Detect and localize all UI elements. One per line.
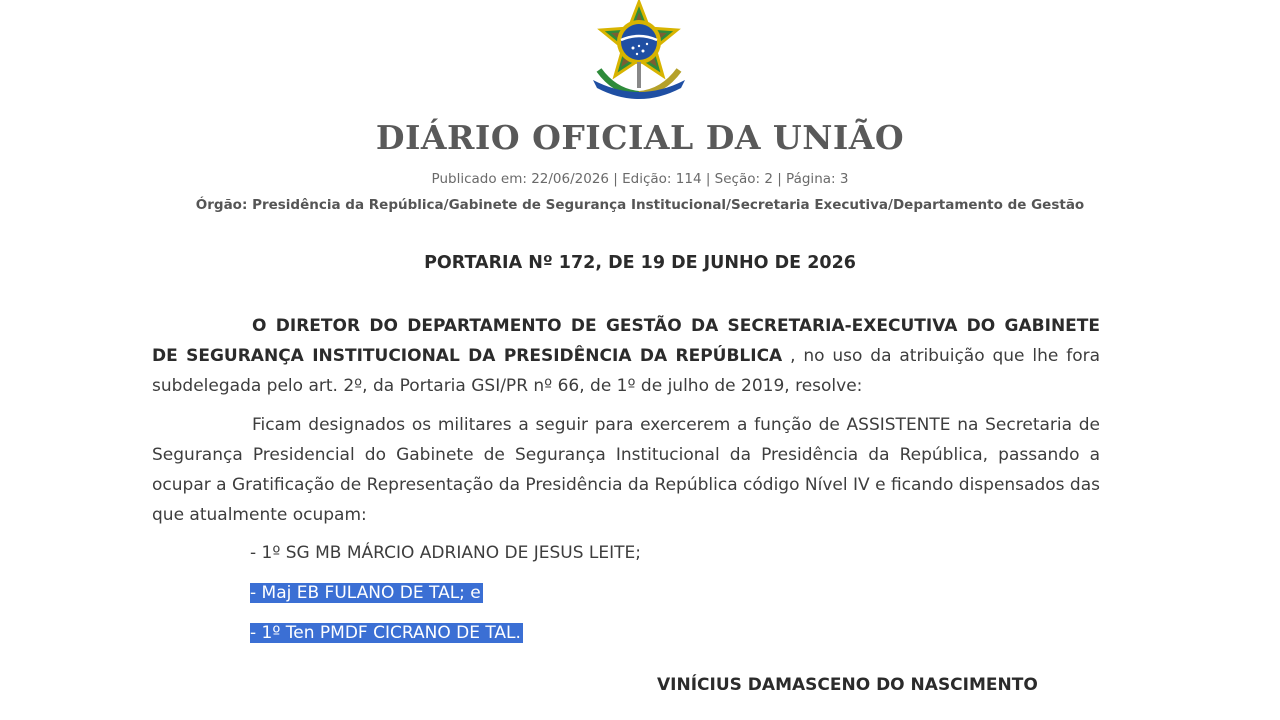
coat-of-arms-emblem <box>585 0 693 100</box>
designee-item-2[interactable] <box>250 581 483 605</box>
orgao-value: Presidência da República/Gabinete de Segurança Institucional/Secretaria Executiva/Departamento de Gestão <box>252 197 1085 213</box>
designee-item-1[interactable] <box>250 541 641 565</box>
authority-name: O DIRETOR DO DEPARTAMENTO DE GESTÃO DA SECRETARIA-EXECUTIVA DO GABINETE DE SEGURANÇA INSTITUCIONAL DA PRESIDÊNCIA DA REPÚBLICA <box>152 316 1100 366</box>
designee-text[interactable]: - 1º SG MB MÁRCIO ADRIANO DE JESUS LEITE; <box>250 543 641 563</box>
signer-name: VINÍCIUS DAMASCENO DO NASCIMENTO <box>657 675 1038 695</box>
orgao-line <box>0 197 1280 213</box>
preamble-text: , no uso da atribuição que lhe fora subdelegada pelo art. 2º, da Portaria GSI/PR nº 66, de 1º de julho de 2019, resolve: <box>152 346 1100 396</box>
portaria-title: PORTARIA Nº 172, DE 19 DE JUNHO DE 2026 <box>424 253 856 273</box>
orgao-label: Órgão: <box>195 197 248 213</box>
journal-title: DIÁRIO OFICIAL DA UNIÃO <box>375 118 905 157</box>
publication-info: Publicado em: 22/06/2026 | Edição: 114 | Seção: 2 | Página: 3 <box>431 171 849 187</box>
selected-text[interactable]: - 1º Ten PMDF CICRANO DE TAL. <box>250 623 521 643</box>
designation-paragraph: Ficam designados os militares a seguir para exercerem a função de ASSISTENTE na Secretaria de Segurança Presidencial do Gabinete de Segurança Institucional da Presidência da República, passando a ocupar a Gratificação de Representação da Presidência da República código Nível IV e ficando dispensados das que atualmente ocupam: <box>152 415 1100 525</box>
designee-item-3[interactable] <box>250 621 523 645</box>
selected-text[interactable]: - Maj EB FULANO DE TAL; e <box>250 583 481 603</box>
preamble-paragraph <box>152 311 1100 401</box>
